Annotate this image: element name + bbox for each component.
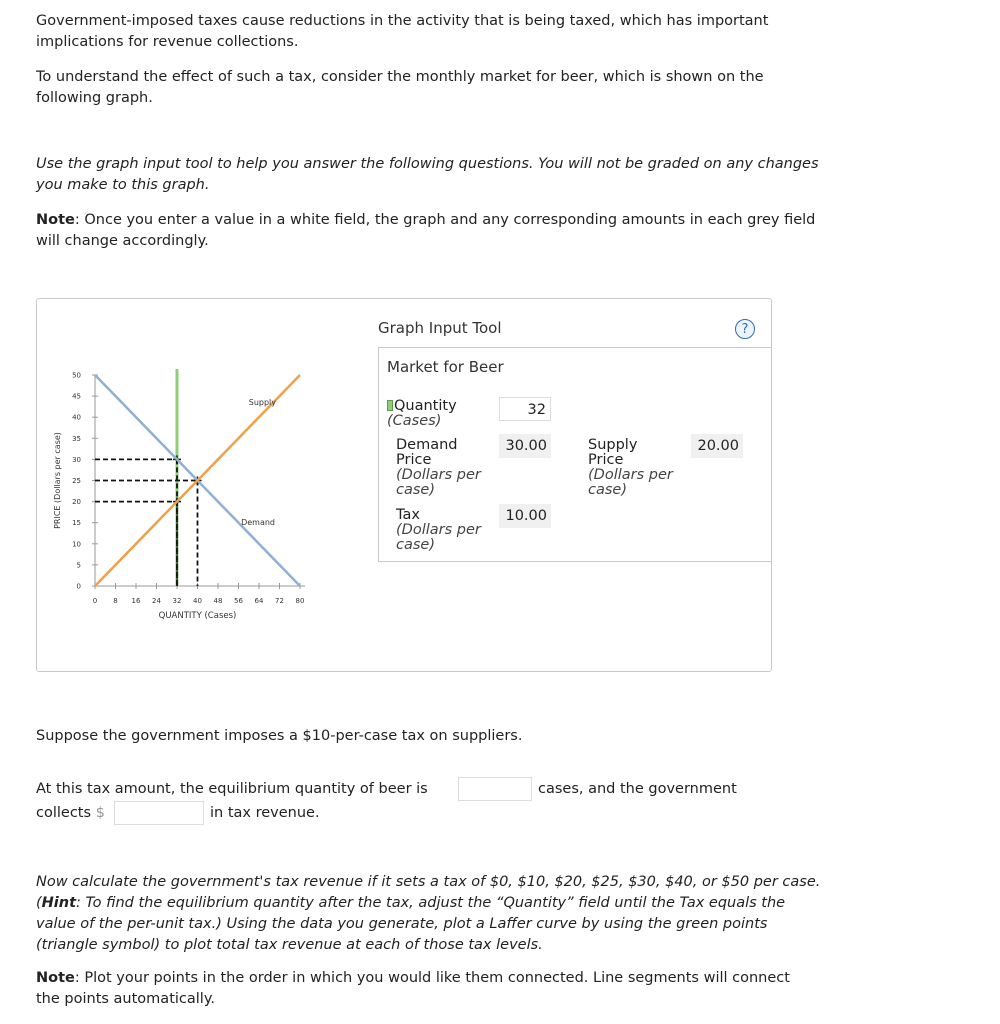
x-axis-label: QUANTITY (Cases) <box>158 611 237 621</box>
quantity-unit: (Cases) <box>387 413 442 429</box>
question-line-2b: in tax revenue. <box>210 805 320 821</box>
y-tick-label: 45 <box>72 392 81 401</box>
demand-price-value: 30.00 <box>499 434 551 458</box>
tax-unit: (Dollars per case) <box>396 522 481 553</box>
y-tick-label: 50 <box>72 371 81 380</box>
market-title: Market for Beer <box>387 358 504 376</box>
quantity-label: Quantity (Cases) <box>387 398 457 429</box>
quantity-marker-icon <box>387 400 393 411</box>
tax-revenue-input[interactable] <box>114 801 204 825</box>
dollar-sign: $ <box>95 805 105 821</box>
plot-note-label: Note <box>36 970 75 986</box>
x-tick-label: 72 <box>275 597 284 605</box>
laffer-instructions: Now calculate the government's tax revenue if it sets a tax of $0, $10, $20, $25, $30, $40, or $50 per case. (Hint: To find the equilibrium quantity after the tax, adjust the “Quantity” field until the Tax equals the value of the per-unit tax.) Using the data you generate, plot a Laffer curve by using the green points (triangle symbol) to plot total tax revenue at each of those tax levels. <box>36 874 821 953</box>
equilibrium-quantity-input[interactable] <box>458 777 532 801</box>
supply-price-unit: (Dollars per case) <box>588 467 673 498</box>
graph-input-tool <box>378 347 771 562</box>
note-label: Note <box>36 212 75 228</box>
tax-label: Tax (Dollars per case) <box>396 508 506 553</box>
note-text: : Once you enter a value in a white field, the graph and any corresponding amounts in each grey field will change accordingly. <box>36 212 816 249</box>
y-tick-label: 30 <box>72 455 81 464</box>
supply-price-value: 20.00 <box>691 434 743 458</box>
question-line-1b: cases, and the government <box>538 781 737 797</box>
beer-market-chart[interactable] <box>37 299 337 671</box>
intro-paragraph-2: To understand the effect of such a tax, consider the monthly market for beer, which is shown on the following graph. <box>36 69 764 106</box>
x-tick-label: 8 <box>113 597 118 605</box>
graph-panel <box>36 298 772 672</box>
tax-scenario: Suppose the government imposes a $10-per-case tax on suppliers. <box>36 728 523 744</box>
y-tick-label: 35 <box>72 434 81 443</box>
y-tick-label: 10 <box>72 540 81 549</box>
quantity-input[interactable]: 32 <box>499 397 551 421</box>
x-tick-label: 24 <box>152 597 161 605</box>
question-line-2: collects $ <box>36 805 105 821</box>
demand-price-unit: (Dollars per case) <box>396 467 481 498</box>
tool-instructions: Use the graph input tool to help you answer the following questions. You will not be graded on any changes you make to this graph. <box>36 156 819 193</box>
supply-price-label: Supply Price (Dollars per case) <box>588 438 698 498</box>
y-tick-label: 0 <box>76 582 81 591</box>
intro-paragraph-1: Government-imposed taxes cause reductions in the activity that is being taxed, which has important implications for revenue collections. <box>36 13 769 50</box>
x-tick-label: 48 <box>213 597 223 605</box>
note-paragraph <box>36 210 826 252</box>
y-tick-label: 15 <box>72 519 81 528</box>
x-tick-label: 40 <box>193 597 202 605</box>
help-icon[interactable]: ? <box>735 319 755 339</box>
y-tick-label: 5 <box>76 561 81 570</box>
y-tick-label: 25 <box>72 477 81 485</box>
x-tick-label: 80 <box>295 597 305 605</box>
x-tick-label: 64 <box>254 597 264 605</box>
x-tick-label: 56 <box>234 597 243 605</box>
demand-curve-label: Demand <box>241 517 275 527</box>
plot-note: Note: Plot your points in the order in which you would like them connected. Line segments will connect the points automatically. <box>36 970 790 1007</box>
y-tick-label: 40 <box>72 413 81 422</box>
hint-label: Hint <box>41 895 77 911</box>
demand-price-label: Demand Price (Dollars per case) <box>396 438 506 498</box>
question-line-1: At this tax amount, the equilibrium quantity of beer is <box>36 781 428 797</box>
x-tick-label: 16 <box>131 597 141 605</box>
x-tick-label: 0 <box>92 597 98 605</box>
graph-input-tool-title: Graph Input Tool <box>378 319 502 337</box>
y-tick-label: 20 <box>72 498 81 507</box>
supply-curve-label: Supply <box>248 397 277 407</box>
x-tick-label: 32 <box>172 597 182 605</box>
y-axis-label: PRICE (Dollars per case) <box>53 432 62 529</box>
tax-value: 10.00 <box>499 504 551 528</box>
